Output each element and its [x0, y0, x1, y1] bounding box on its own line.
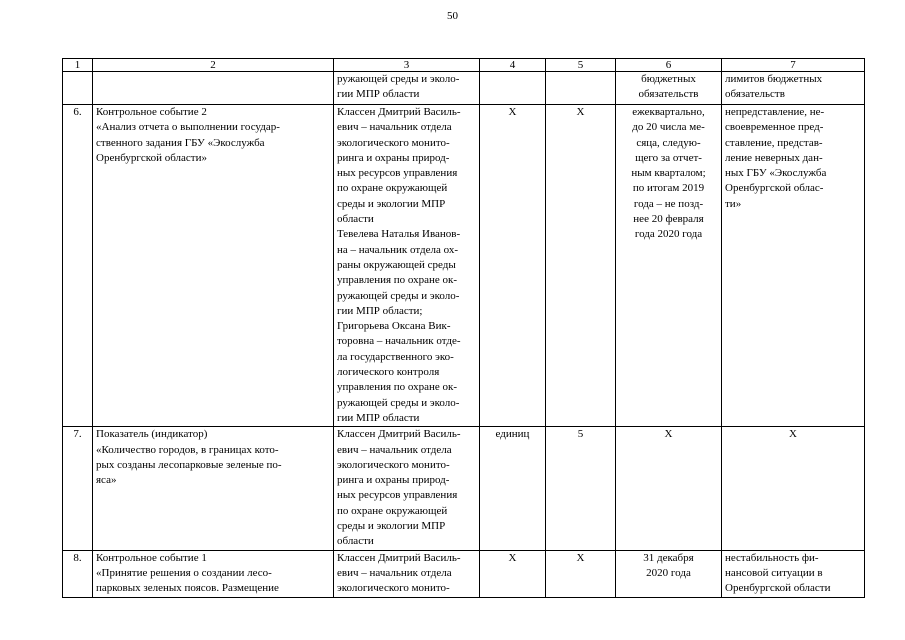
- header-col-1: 1: [63, 59, 93, 72]
- cont-deadline: бюджетных обязательств: [616, 72, 722, 105]
- row-unit: Х: [480, 550, 546, 597]
- continuation-row: [63, 72, 865, 105]
- cont-name: [93, 72, 334, 105]
- header-col-7: 7: [722, 59, 865, 72]
- row-deadline: Х: [616, 427, 722, 550]
- row-risk: Х: [722, 427, 865, 550]
- row-number: 6.: [63, 105, 93, 427]
- row-responsible: Классен Дмитрий Василь- евич – начальник отдела экологического монито- ринга и охраны природ- ных ресурсов управления по охране окружающей среды и экологии МПР области: [334, 427, 480, 550]
- cont-responsible: ружающей среды и эколо- гии МПР области: [334, 72, 480, 105]
- header-col-4: 4: [480, 59, 546, 72]
- row-risk: нестабильность фи- нансовой ситуации в Оренбургской области: [722, 550, 865, 597]
- table-row: [63, 105, 865, 427]
- row-deadline: ежеквартально, до 20 числа ме- сяца, следую- щего за отчет- ным кварталом; по итогам 2019 года – не позд- нее 20 февраля года 2020 года: [616, 105, 722, 427]
- row-name: Показатель (индикатор) «Количество городов, в границах кото- рых созданы лесопарковые зеленые по- яса»: [93, 427, 334, 550]
- row-value: Х: [546, 105, 616, 427]
- cont-unit: [480, 72, 546, 105]
- row-value: Х: [546, 550, 616, 597]
- row-deadline: 31 декабря 2020 года: [616, 550, 722, 597]
- row-risk: непредставление, не- своевременное пред- ставление, представ- ление неверных дан- ных ГБУ «Экослужба Оренбургской облас- ти»: [722, 105, 865, 427]
- header-col-6: 6: [616, 59, 722, 72]
- row-responsible: Классен Дмитрий Василь- евич – начальник отдела экологического монито- ринга и охраны природ- ных ресурсов управления по охране окружающей среды и экологии МПР области Тевелева Наталья Иванов- на – начальник отдела ох- раны окружающей среды управления по охране ок- ружающей среды и эколо- гии МПР области; Григорьева Оксана Вик- торовна – начальник отде- ла государственного эко- логического контроля управления по охране ок- ружающей среды и эколо- гии МПР области: [334, 105, 480, 427]
- header-col-2: 2: [93, 59, 334, 72]
- table-row: [63, 550, 865, 597]
- header-col-5: 5: [546, 59, 616, 72]
- row-name: Контрольное событие 2 «Анализ отчета о выполнении государ- ственного задания ГБУ «Экослужба Оренбургской области»: [93, 105, 334, 427]
- plan-table: [62, 58, 865, 598]
- row-number: 8.: [63, 550, 93, 597]
- cont-risk: лимитов бюджетных обязательств: [722, 72, 865, 105]
- row-value: 5: [546, 427, 616, 550]
- table-row: [63, 427, 865, 550]
- row-unit: Х: [480, 105, 546, 427]
- row-name: Контрольное событие 1 «Принятие решения о создании лесо- парковых зеленых поясов. Размещение: [93, 550, 334, 597]
- cont-value: [546, 72, 616, 105]
- header-col-3: 3: [334, 59, 480, 72]
- row-unit: единиц: [480, 427, 546, 550]
- page-number: 50: [447, 10, 458, 22]
- row-responsible: Классен Дмитрий Василь- евич – начальник отдела экологического монито-: [334, 550, 480, 597]
- row-number: 7.: [63, 427, 93, 550]
- cont-num: [63, 72, 93, 105]
- header-row: [63, 59, 865, 72]
